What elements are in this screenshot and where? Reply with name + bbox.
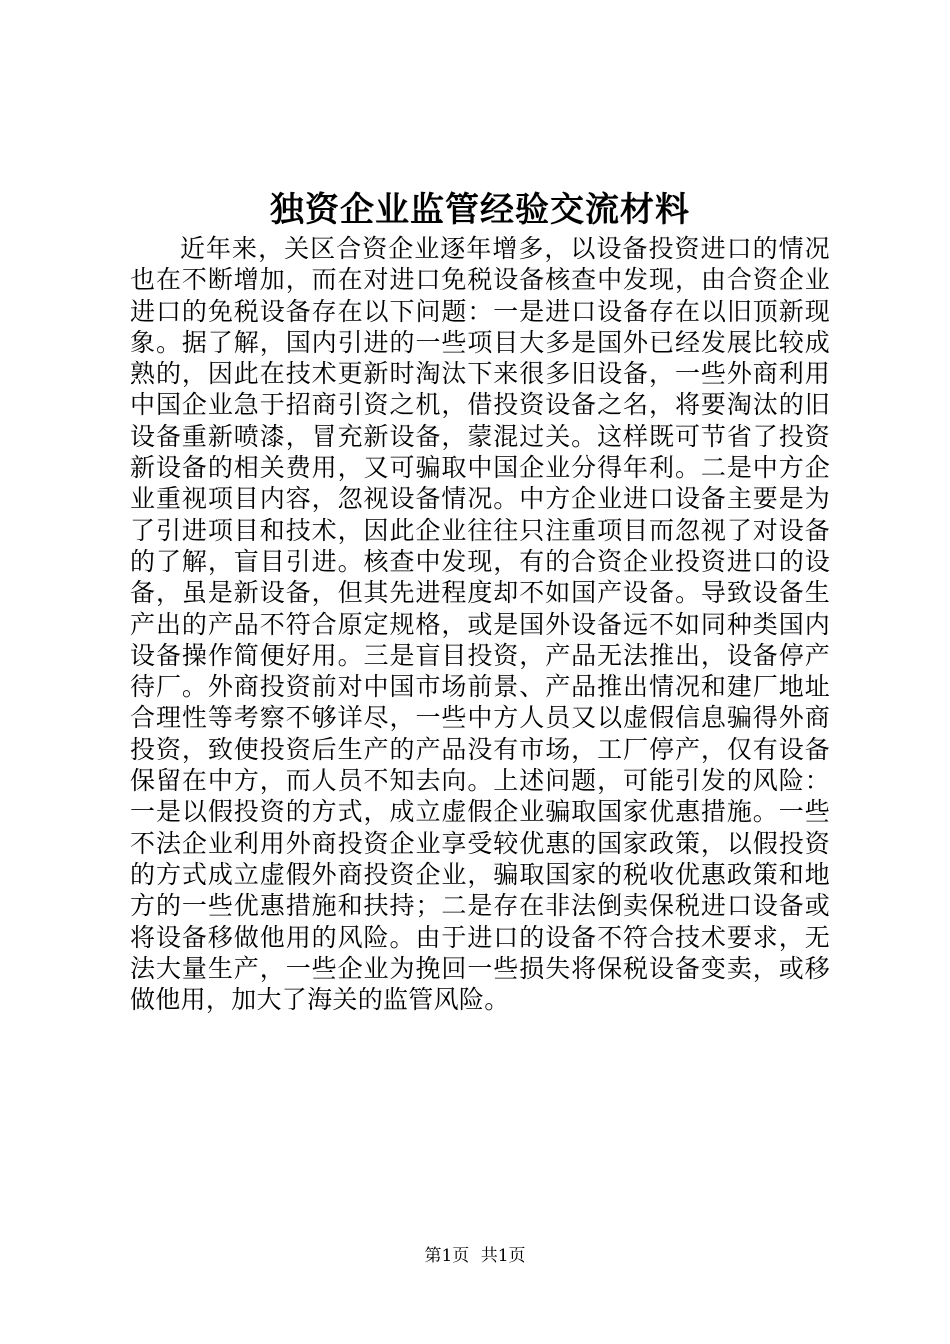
page-number-current: 第1页 — [424, 1246, 470, 1266]
page-footer — [0, 1244, 950, 1268]
page-number-total: 共1页 — [480, 1246, 526, 1266]
document-body-paragraph: 近年来，关区合资企业逐年增多，以设备投资进口的情况也在不断增加，而在对进口免税设备核查中发现，由合资企业进口的免税设备存在以下问题：一是进口设备存在以旧顶新现象。据了解，国内引进的一些项目大多是国外已经发展比较成熟的，因此在技术更新时淘汰下来很多旧设备，一些外商利用中国企业急于招商引资之机，借投资设备之名，将要淘汰的旧设备重新喷漆，冒充新设备，蒙混过关。这样既可节省了投资新设备的相关费用，又可骗取中国企业分得年利。二是中方企业重视项目内容，忽视设备情况。中方企业进口设备主要是为了引进项目和技术，因此企业往往只注重项目而忽视了对设备的了解，盲目引进。核查中发现，有的合资企业投资进口的设备，虽是新设备，但其先进程度却不如国产设备。导致设备生产出的产品不符合原定规格，或是国外设备远不如同种类国内设备操作简便好用。三是盲目投资，产品无法推出，设备停产待厂。外商投资前对中国市场前景、产品推出情况和建厂地址合理性等考察不够详尽，一些中方人员又以虚假信息骗得外商投资，致使投资后生产的产品没有市场，工厂停产，仅有设备保留在中方，而人员不知去向。上述问题，可能引发的风险：一是以假投资的方式，成立虚假企业骗取国家优惠措施。一些不法企业利用外商投资企业享受较优惠的国家政策，以假投资的方式成立虚假外商投资企业，骗取国家的税收优惠政策和地方的一些优惠措施和扶持；二是存在非法倒卖保税进口设备或将设备移做他用的风险。由于进口的设备不符合技术要求，无法大量生产，一些企业为挽回一些损失将保税设备变卖，或移做他用，加大了海关的监管风险。 — [130, 234, 830, 1015]
document-title: 独资企业监管经验交流材料 — [270, 190, 690, 230]
